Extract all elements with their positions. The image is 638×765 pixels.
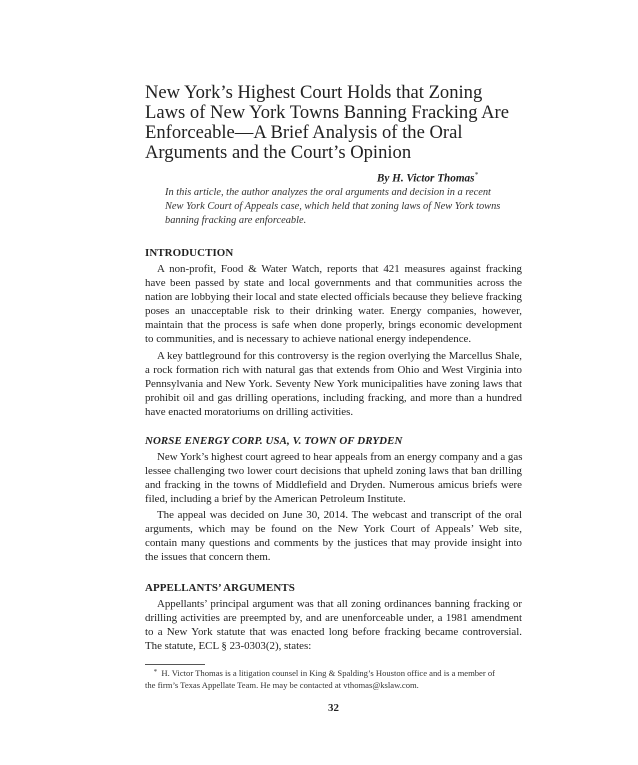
text-line: the issues that concern them.: [145, 551, 271, 564]
paragraph: [145, 349, 522, 419]
text-line: and fracking in the towns of Middlefield and Dryden. Numerous amicus briefs were: [145, 479, 522, 492]
text-line: lessee challenging two lower court decisions that upheld zoning laws that ban drilling: [145, 465, 522, 478]
text-line: to communities, and is necessary to achieve national energy independence.: [145, 333, 472, 346]
byline-footnote-mark: *: [474, 171, 478, 179]
text-line: a rock formation rich with natural gas that extends from Ohio and West Virginia into: [145, 364, 522, 377]
abstract-line: banning fracking are enforceable.: [165, 214, 307, 226]
section-heading-case: NORSE ENERGY CORP. USA, V. TOWN OF DRYDEN: [145, 435, 403, 447]
footnote-mark: *: [153, 668, 158, 676]
text-line: to a New York statute that was enacted long before fracking became controversial.: [145, 626, 522, 639]
text-line: arguments, which may be found on the New York Court of Appeals’ Web site,: [145, 523, 522, 536]
footnote-line: [145, 667, 522, 679]
author-byline: [145, 171, 505, 185]
footnote-line: the firm’s Texas Appellate Team. He may be contacted at vthomas@kslaw.com.: [145, 680, 419, 691]
text-line: contain many questions and comments by the justices that may provide insight into: [145, 537, 522, 550]
text-line: filed, including a brief by the American Petroleum Institute.: [145, 493, 406, 506]
page-number: 32: [328, 702, 339, 714]
section-heading-introduction: INTRODUCTION: [145, 247, 234, 259]
text-line: poses an unacceptable risk to their drinking water. Energy companies, however,: [145, 305, 522, 318]
text-line: Appellants’ principal argument was that all zoning ordinances banning fracking or: [157, 598, 522, 610]
article-title: [145, 82, 510, 163]
paragraph: [145, 508, 522, 564]
text-line: A key battleground for this controversy is the region overlying the Marcellus Shale,: [157, 350, 522, 362]
text-line: nation are lobbying their local and state elected officials because they believe fracking: [145, 291, 522, 304]
title-line: Enforceable—A Brief Analysis of the Oral: [145, 122, 463, 143]
text-line: have been passed by state and local governments and that communities across the: [145, 277, 522, 290]
text-line: The appeal was decided on June 30, 2014. The webcast and transcript of the oral: [157, 509, 522, 521]
footnote: [145, 667, 522, 692]
section-heading-appellants: APPELLANTS’ ARGUMENTS: [145, 582, 295, 594]
title-line: Laws of New York Towns Banning Fracking Are: [145, 102, 510, 123]
paragraph: [145, 450, 522, 506]
paragraph: [145, 597, 522, 653]
text-line: prohibit oil and gas drilling operations, including fracking, and more than a hundred: [145, 392, 522, 405]
text-line: drilling activities are preempted by, and are unenforceable under, a 1981 amendment: [145, 612, 522, 625]
text-line: have enacted moratoriums on drilling activities.: [145, 406, 354, 419]
text-line: Pennsylvania and New York. Seventy New York municipalities have zoning laws that: [145, 378, 522, 391]
byline-text: By H. Victor Thomas: [376, 172, 475, 185]
title-line: New York’s Highest Court Holds that Zoning: [145, 82, 483, 103]
abstract-line: New York Court of Appeals case, which held that zoning laws of New York towns: [165, 200, 501, 212]
article-abstract: [165, 186, 505, 227]
abstract-line: In this article, the author analyzes the oral arguments and decision in a recent: [165, 187, 491, 198]
paragraph: [145, 262, 522, 347]
text-line: New York’s highest court agreed to hear appeals from an energy company and a gas: [157, 451, 523, 463]
footnote-text: H. Victor Thomas is a litigation counsel in King & Spalding’s Houston office and is a member of: [161, 668, 496, 678]
text-line: A non-profit, Food & Water Watch, reports that 421 measures against fracking: [157, 263, 522, 275]
footnote-divider: [145, 664, 205, 665]
title-line: Arguments and the Court’s Opinion: [145, 142, 412, 163]
text-line: The statute, ECL § 23-0303(2), states:: [145, 640, 312, 653]
text-line: maintain that the process is safe when done properly, brings economic development: [145, 319, 522, 332]
